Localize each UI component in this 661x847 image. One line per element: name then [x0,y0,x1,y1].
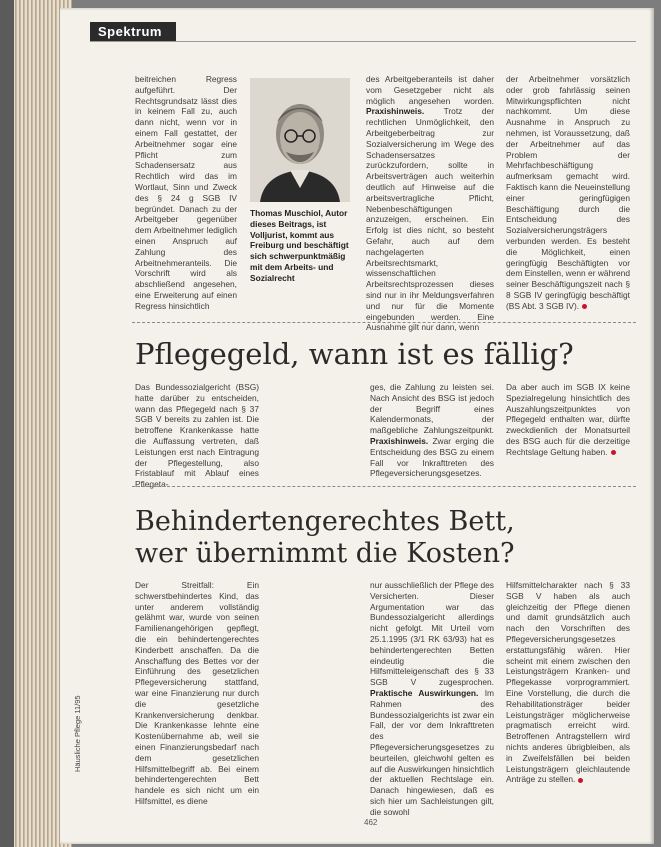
journal-side-label-text: Häusliche Pflege 11/95 [73,695,82,772]
article1-column-1 [135,74,237,312]
article2-praxishinweis: Praxishinweis. [370,435,429,446]
author-photo [250,78,350,202]
article-divider-2 [132,486,636,487]
article1-column-4 [506,74,630,312]
article1-praxishinweis: Praxishinweis. [366,106,425,117]
page-number: 462 [364,818,378,827]
article1-col3-rest: Trotz der rechtlichen Unmöglichkeit, den Arbeitgeberbeitrag zur Sozialversicherung im Wege des Schadensersatzes zurückzufordern, sollte in Arbeitsverträgen auch weiterhin deutlich auf Hinweise auf die arbeitsvertragliche Pflicht, Nebenbeschäftigungen anzuzeigen, erscheinen. Ein Erfolg ist dies nicht, so besteht Gefahr, auch auf dem nachgelagerten Arbeitsrechtsmarkt, wissenschaftlichen Arbeitsrechtsprozessen dieses sind nur in ihr Meldungsverfahren und nur für die Momente eingebunden werden. Eine Ausnahme gilt nur dann, wenn [366,106,494,333]
article2-col1-text: Das Bundessozialgericht (BSG) hatte darüber zu entscheiden, wann das Pflegegeld nach § 37 SGB V bereits zu zahlen ist. Die betroffene Krankenkasse hatte die Auffassung vertreten, daß Leistungen erst nach Eintragung der Pflegestellung, also Fristablauf mit Ablauf eines Pflegeta- [135,382,259,490]
article2-column-2 [370,382,494,479]
article1-col4-text: der Arbeitnehmer vorsätzlich oder grob fahrlässig seinen Mitwirkungspflichten nicht nachkommt. Um diese Ausnahme in Anspruch zu nehmen, ist Voraussetzung, daß der Arbeitnehmer auf das Problem der Mehrfachbeschäftigung aufmerksam gemacht wird. Faktisch kann die Neueinstellung einer geringfügigen Beschäftigung durch die Entscheidung des Sozialversicherungsträgers verbunden werden. Es besteht die Möglichkeit, einen geringfügig Beschäftigten vor dem Einstellen, wenn er während seiner Beschäftigungszeit nach § 8 SGB IV geringfügig beschäftigt (BS Abt. 3 SGB IV). [506,74,630,311]
article1-col3-text: des Arbeitgeberanteils ist daher vom Gesetzgeber nicht als möglich angesehen worden. [366,74,494,106]
article3-headline-line1: Behindertengerechtes Bett, [135,506,515,537]
article2-col2-rest: Zwar erging die Entscheidung des BSG zu einem Fall vor Inkrafttreten des Pflegeversicherungsgesetzes. [370,435,494,479]
article3-col3-text: Hilfsmittelcharakter nach § 33 SGB V haben als auch gleichzeitig der Pflege dienen und damit grundsätzlich auch nach den Vorschriften des Pflegeversicherungsgesetzes erstattungsfähig wären. Hier scheint mit einem zwischen den Leistungsträgern Kranken- und Pflegekasse vorprogrammiert. Eine Vorstellung, die durch die Rehabilitationsträger beider Leistungsträger möglicherweise pragmatisch erreicht wird. Betroffenen Antragstellern wird nichts anderes übrigbleiben, als in Zweifelsfällen bei beiden Leistungsträgern gleichlautende Anträge zu stellen. [506,580,630,785]
journal-side-label [73,686,87,772]
book-binding-shadow [0,0,14,847]
end-of-article-bullet [578,778,583,783]
article3-col1-text: Der Streitfall: Ein schwerstbehindertes Kind, das unter anderem vollständig gelähmt war, wurde von seinen Familienangehörigen gepflegt, die ein behindertengerechtes Kinderbett anschaffen. Da die Anschaffung des Bettes vor der Einführung des gesetzlichen Pflegeversicherung stattfand, war eine Finanzierung nur durch die gesetzliche Krankenversicherung denkbar. Die Krankenkasse lehnte eine Kostenübernahme ab, weil sie einen Finanzierungsbedarf nach dem gesetzlichen Hilfsmittelbegriff ab. Bei einem behindertengerechten Bett handele es sich nicht um ein Hilfsmittel, es diene [135,580,259,806]
article3-column-1 [135,580,259,807]
article2-column-1 [135,382,259,490]
article2-column-3 [506,382,630,458]
article3-column-3 [506,580,630,785]
article1-column-3 [366,74,494,333]
article-divider-1 [132,322,636,323]
article1-col1-text: beitreichen Regress aufgeführt. Der Rechtsgrundsatz lässt dies in keinem Fall zu, auch dann nicht, wenn vor in einem Fall gestattet, der Arbeitnehmer sogar eine Pflicht zum Schadensersatz aus Rechtlich wird das im Wortlaut, Sinn und Zweck des § 24 g SGB IV begründet. Danach zu der Arbeitgeber gegenüber dem Arbeitnehmer lediglich einen Anspruch auf Zahlung des Arbeitnehmeranteils. Die Vorschrift wird als abschließend angesehen, eine Erweiterung auf einen Regress hinsichtlich [135,74,237,311]
article3-praktische-auswirkungen: Praktische Auswirkungen. [370,687,479,698]
article3-headline-line2: wer übernimmt die Kosten? [135,538,515,569]
author-caption: Thomas Muschiol, Autor dieses Beitrags, ist Volljurist, kommt aus Freiburg und beschäftigt sich schwerpunktmäßig mit dem Arbeits- und Sozialrecht [250,208,349,283]
section-tab: Spektrum [90,22,176,41]
article2-col2-text: ges, die Zahlung zu leisten sei. Nach Ansicht des BSG ist jedoch der Begriff eines Kalendermonats, der maßgebliche Zahlungszeitpunkt. [370,382,494,436]
header-rule [90,41,636,42]
article3-column-2 [370,580,494,818]
article3-col2-rest: Im Rahmen des Bundessozialgerichts ist zwar ein Fall, der vor dem Inkrafttreten des Pflegeversicherungsgesetzes zu beurteilen, gleichwohl gelten es auf die Auswirkungen hinsichtlich der aktuellen Rechtslage ein. Danach hingewiesen, daß es sich hier um Sachleistungen gilt, die sowohl [370,687,494,817]
end-of-article-bullet [582,304,587,309]
article2-col3-text: Da aber auch im SGB IX keine Spezialregelung hinsichtlich des Auszahlungszeitpunktes von Pflegegeld enthalten war, dürfte zweckdienlich der Monatsurteil des BSG auch für die derzeitige Rechtslage Geltung haben. [506,382,630,457]
article3-col2-text: nur ausschließlich der Pflege des Versicherten. Dieser Argumentation war das Bundessozialgericht allerdings nicht gefolgt. Mit Urteil vom 25.1.1995 (3/1 RK 63/93) hat es behindertengerechten Betten eindeutig die Hilfsmitteleigenschaft des § 33 SGB V zugesprochen. [370,580,494,688]
end-of-article-bullet [611,450,616,455]
article2-headline: Pflegegeld, wann ist es fällig? [135,337,574,371]
